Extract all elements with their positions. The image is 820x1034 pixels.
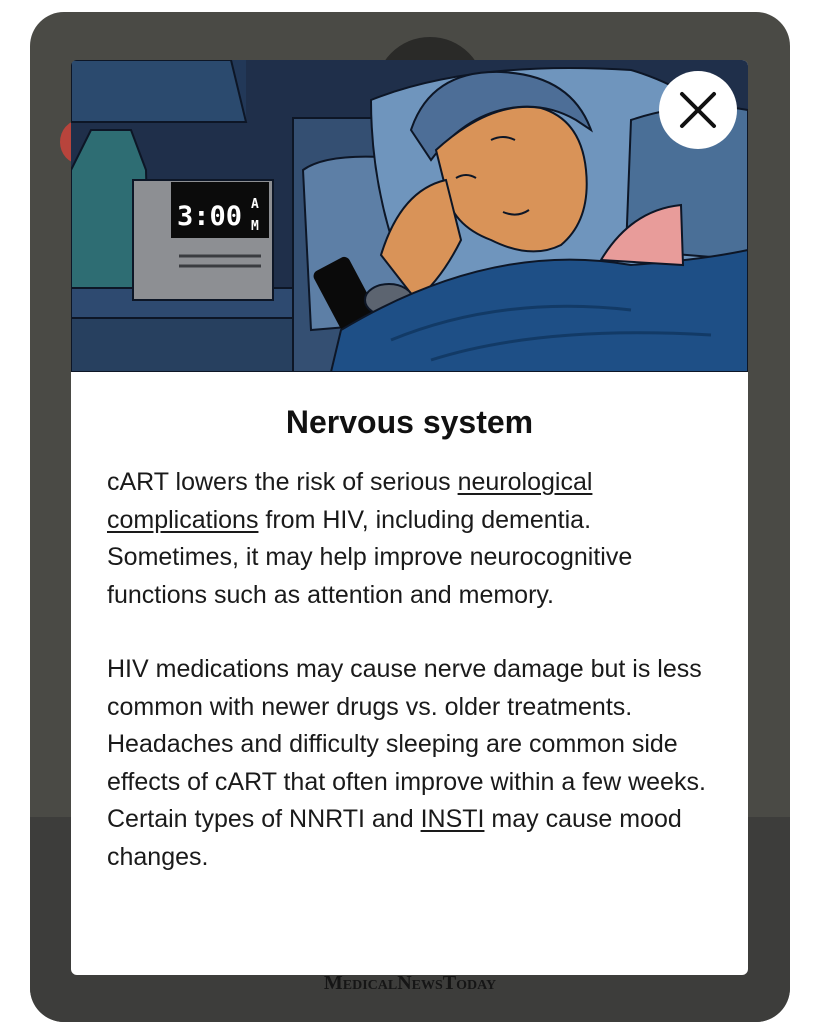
sleepless-night-illustration [71, 60, 748, 372]
neurological-complications-link[interactable]: neurological complications [107, 468, 593, 534]
brand-logo: MedicalNewsToday [323, 972, 497, 994]
paragraph-text: HIV medications may cause nerve damage but is less common with newer drugs vs. older treatments. Headaches and difficulty sleeping are common side effects of cART that often improve within a few weeks. Certain types of NNRTI and [107, 655, 706, 833]
paragraph-text: from HIV, including dementia. Sometimes, it may help improve neurocognitive functions such as attention and memory. [107, 505, 633, 609]
insti-link[interactable]: INSTI [420, 805, 485, 833]
close-button[interactable] [659, 71, 737, 149]
paragraph-text: may cause mood changes. [107, 805, 682, 871]
modal-body [107, 464, 722, 913]
hero-illustration [71, 60, 748, 372]
clock-meridiem-m: M [251, 219, 259, 234]
close-icon [678, 90, 718, 130]
clock-meridiem-a: A [251, 197, 259, 212]
modal-title: Nervous system [285, 404, 534, 440]
info-modal [71, 60, 748, 975]
paragraph-side-effects [107, 651, 722, 876]
paragraph-neurological [107, 464, 722, 614]
clock-time: 3:00 [177, 201, 243, 232]
paragraph-text: cART lowers the risk of serious [107, 468, 458, 496]
